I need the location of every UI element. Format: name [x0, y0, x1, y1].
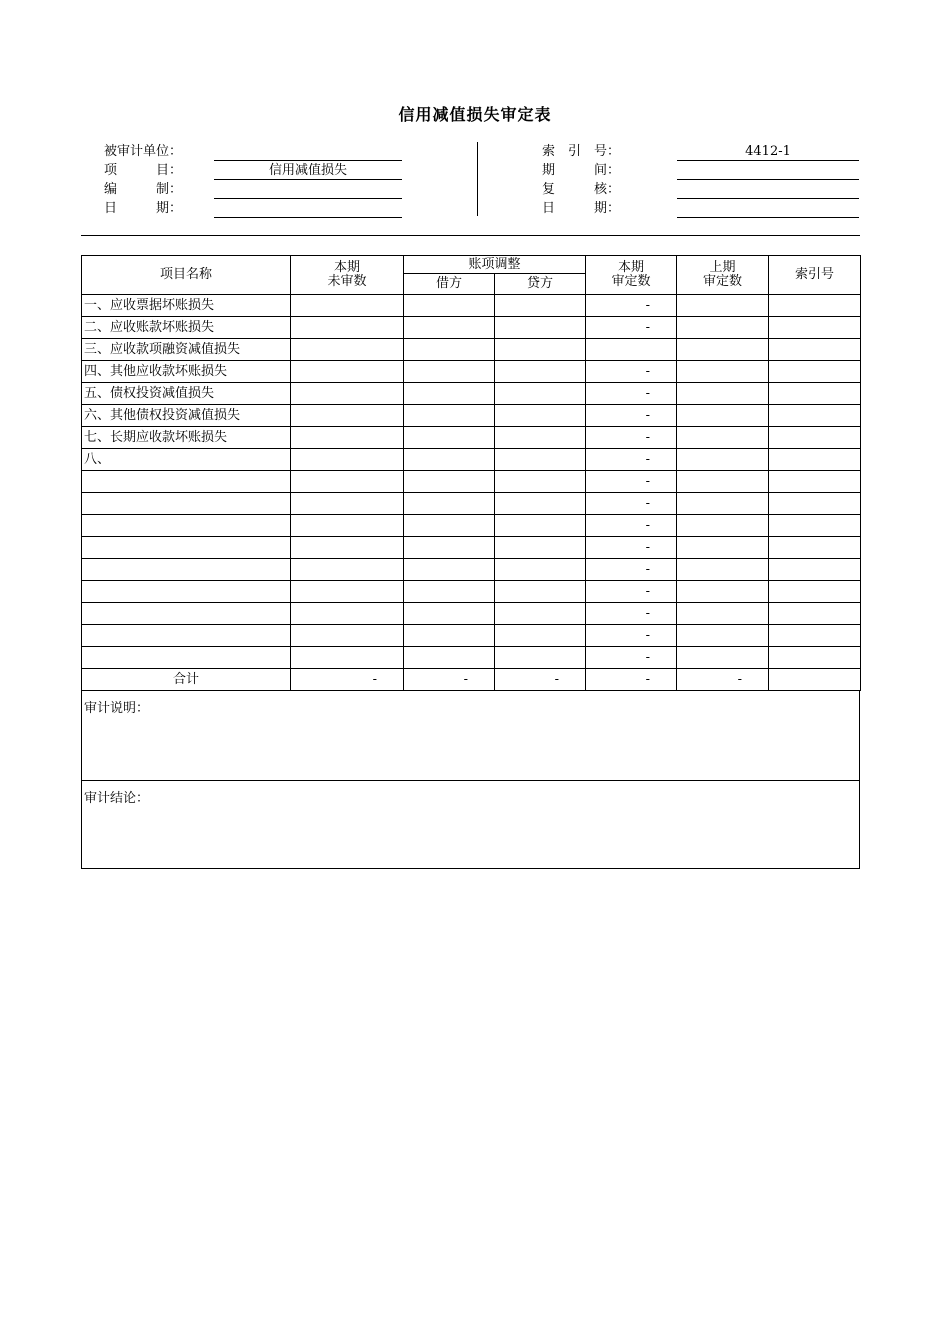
col-header-audited-line2: 审定数 — [611, 274, 651, 289]
item-field[interactable]: 信用减值损失 — [214, 163, 402, 180]
row-debit[interactable] — [404, 471, 495, 493]
total-unaudited[interactable]: - — [291, 669, 404, 691]
total-row — [82, 669, 861, 691]
table-body — [82, 295, 861, 691]
row-unaudited[interactable] — [291, 493, 404, 515]
row-audited[interactable]: - — [586, 603, 677, 625]
row-ref[interactable] — [769, 383, 861, 405]
table-row — [82, 317, 861, 339]
row-prior[interactable] — [677, 647, 769, 669]
row-unaudited[interactable] — [291, 559, 404, 581]
table-row — [82, 383, 861, 405]
row-prior[interactable] — [677, 317, 769, 339]
row-credit[interactable] — [495, 647, 586, 669]
row-name[interactable] — [82, 471, 291, 493]
col-header-adjust: 账项调整 — [404, 256, 586, 274]
row-prior[interactable] — [677, 603, 769, 625]
row-credit[interactable] — [495, 625, 586, 647]
row-credit[interactable] — [495, 317, 586, 339]
row-debit[interactable] — [404, 537, 495, 559]
row-prior[interactable] — [677, 537, 769, 559]
row-audited[interactable]: - — [586, 581, 677, 603]
audit-conclusion-box[interactable] — [81, 780, 860, 869]
audit-note-label: 审计说明： — [84, 701, 150, 716]
index-no-label: 索 引 号： — [542, 144, 621, 159]
header-divider — [477, 142, 478, 216]
row-prior[interactable] — [677, 625, 769, 647]
total-audited[interactable]: - — [586, 669, 677, 691]
row-unaudited[interactable] — [291, 383, 404, 405]
total-prior[interactable]: - — [677, 669, 769, 691]
row-prior[interactable] — [677, 339, 769, 361]
row-credit[interactable] — [495, 515, 586, 537]
col-header-unaudited-line1: 本期 — [333, 260, 360, 275]
period-label: 期 间： — [542, 163, 621, 178]
row-debit[interactable] — [404, 493, 495, 515]
audited-unit-label: 被审计单位： — [104, 144, 183, 159]
row-audited[interactable]: - — [586, 405, 677, 427]
row-prior[interactable] — [677, 383, 769, 405]
row-audited[interactable]: - — [586, 559, 677, 581]
total-debit[interactable]: - — [404, 669, 495, 691]
review-date-label: 日 期： — [542, 201, 621, 216]
table-row — [82, 493, 861, 515]
item-label: 项 目： — [104, 163, 183, 178]
row-ref[interactable] — [769, 449, 861, 471]
row-ref[interactable] — [769, 361, 861, 383]
header-separator — [81, 235, 860, 236]
row-prior[interactable] — [677, 493, 769, 515]
row-audited[interactable]: - — [586, 471, 677, 493]
preparer-field[interactable] — [214, 182, 402, 199]
row-unaudited[interactable] — [291, 339, 404, 361]
table-row — [82, 339, 861, 361]
row-credit[interactable] — [495, 559, 586, 581]
row-ref[interactable] — [769, 295, 861, 317]
row-name[interactable] — [82, 493, 291, 515]
row-credit[interactable] — [495, 537, 586, 559]
col-header-ref: 索引号 — [769, 256, 861, 295]
row-debit[interactable] — [404, 581, 495, 603]
row-prior[interactable] — [677, 427, 769, 449]
row-unaudited[interactable] — [291, 603, 404, 625]
index-no-field[interactable]: 4412-1 — [677, 144, 859, 161]
row-ref[interactable] — [769, 647, 861, 669]
row-prior[interactable] — [677, 295, 769, 317]
reviewer-label: 复 核： — [542, 182, 621, 197]
row-prior[interactable] — [677, 361, 769, 383]
row-name[interactable]: 二、应收账款坏账损失 — [82, 317, 291, 339]
row-ref[interactable] — [769, 581, 861, 603]
row-audited[interactable]: - — [586, 625, 677, 647]
row-ref[interactable] — [769, 559, 861, 581]
col-header-unaudited-line2: 未审数 — [327, 274, 367, 289]
page-title: 信用减值损失审定表 — [398, 105, 552, 124]
table-row — [82, 471, 861, 493]
row-audited[interactable]: - — [586, 361, 677, 383]
row-debit[interactable] — [404, 427, 495, 449]
col-header-audited — [586, 256, 677, 295]
row-audited[interactable]: - — [586, 493, 677, 515]
row-name[interactable] — [82, 515, 291, 537]
row-credit[interactable] — [495, 383, 586, 405]
table-row — [82, 559, 861, 581]
table-row — [82, 405, 861, 427]
table-row — [82, 515, 861, 537]
row-debit[interactable] — [404, 515, 495, 537]
table-row — [82, 295, 861, 317]
row-credit[interactable] — [495, 405, 586, 427]
col-header-prior — [677, 256, 769, 295]
row-prior[interactable] — [677, 559, 769, 581]
table-row — [82, 427, 861, 449]
row-audited[interactable]: - — [586, 449, 677, 471]
row-name[interactable] — [82, 581, 291, 603]
row-unaudited[interactable] — [291, 405, 404, 427]
row-unaudited[interactable] — [291, 647, 404, 669]
total-name: 合计 — [82, 669, 291, 691]
prepare-date-field[interactable] — [214, 201, 402, 218]
row-debit[interactable] — [404, 383, 495, 405]
row-name[interactable] — [82, 647, 291, 669]
row-credit[interactable] — [495, 361, 586, 383]
row-debit[interactable] — [404, 449, 495, 471]
row-name[interactable] — [82, 603, 291, 625]
row-debit[interactable] — [404, 603, 495, 625]
table-row — [82, 581, 861, 603]
row-credit[interactable] — [495, 603, 586, 625]
row-unaudited[interactable] — [291, 581, 404, 603]
row-credit[interactable] — [495, 581, 586, 603]
row-name[interactable]: 五、债权投资减值损失 — [82, 383, 291, 405]
period-field[interactable] — [677, 163, 859, 180]
row-audited[interactable]: - — [586, 317, 677, 339]
row-unaudited[interactable] — [291, 625, 404, 647]
audited-unit-field[interactable] — [214, 144, 402, 161]
col-header-unaudited — [291, 256, 404, 295]
col-header-debit: 借方 — [404, 274, 495, 295]
col-header-prior-line2: 审定数 — [703, 274, 743, 289]
row-credit[interactable] — [495, 339, 586, 361]
prepare-date-label: 日 期： — [104, 201, 183, 216]
total-credit[interactable]: - — [495, 669, 586, 691]
row-unaudited[interactable] — [291, 361, 404, 383]
row-audited[interactable]: - — [586, 295, 677, 317]
audit-conclusion-label: 审计结论： — [84, 791, 150, 806]
row-ref[interactable] — [769, 537, 861, 559]
row-prior[interactable] — [677, 471, 769, 493]
col-header-credit: 贷方 — [495, 274, 586, 295]
col-header-prior-line1: 上期 — [709, 260, 736, 275]
row-ref[interactable] — [769, 317, 861, 339]
row-ref[interactable] — [769, 515, 861, 537]
table-row — [82, 537, 861, 559]
row-unaudited[interactable] — [291, 471, 404, 493]
row-name[interactable]: 四、其他应收款坏账损失 — [82, 361, 291, 383]
audit-note-box[interactable] — [81, 691, 860, 781]
row-name[interactable]: 六、其他债权投资减值损失 — [82, 405, 291, 427]
row-name[interactable]: 三、应收款项融资减值损失 — [82, 339, 291, 361]
row-name[interactable]: 七、长期应收款坏账损失 — [82, 427, 291, 449]
row-credit[interactable] — [495, 493, 586, 515]
row-debit[interactable] — [404, 559, 495, 581]
row-name[interactable] — [82, 625, 291, 647]
row-prior[interactable] — [677, 405, 769, 427]
audit-table — [81, 255, 861, 691]
row-unaudited[interactable] — [291, 427, 404, 449]
row-name[interactable]: 八、 — [82, 449, 291, 471]
col-header-name: 项目名称 — [82, 256, 291, 295]
row-prior[interactable] — [677, 449, 769, 471]
row-debit[interactable] — [404, 647, 495, 669]
preparer-label: 编 制： — [104, 182, 183, 197]
row-ref[interactable] — [769, 625, 861, 647]
row-audited[interactable]: - — [586, 647, 677, 669]
row-audited[interactable]: - — [586, 537, 677, 559]
row-unaudited[interactable] — [291, 515, 404, 537]
row-debit[interactable] — [404, 361, 495, 383]
row-audited[interactable]: - — [586, 515, 677, 537]
row-ref[interactable] — [769, 405, 861, 427]
row-audited[interactable]: - — [586, 427, 677, 449]
row-unaudited[interactable] — [291, 449, 404, 471]
row-ref[interactable] — [769, 339, 861, 361]
col-header-audited-line1: 本期 — [618, 260, 645, 275]
table-row — [82, 625, 861, 647]
row-credit[interactable] — [495, 295, 586, 317]
row-ref[interactable] — [769, 471, 861, 493]
row-credit[interactable] — [495, 471, 586, 493]
row-ref[interactable] — [769, 493, 861, 515]
row-name[interactable] — [82, 537, 291, 559]
total-ref[interactable] — [769, 669, 861, 691]
row-debit[interactable] — [404, 625, 495, 647]
reviewer-field[interactable] — [677, 182, 859, 199]
table-row — [82, 361, 861, 383]
row-ref[interactable] — [769, 427, 861, 449]
review-date-field[interactable] — [677, 201, 859, 218]
row-audited[interactable]: - — [586, 383, 677, 405]
row-audited[interactable] — [586, 339, 677, 361]
row-debit[interactable] — [404, 339, 495, 361]
row-debit[interactable] — [404, 317, 495, 339]
row-debit[interactable] — [404, 405, 495, 427]
table-row — [82, 603, 861, 625]
table-row — [82, 647, 861, 669]
row-unaudited[interactable] — [291, 317, 404, 339]
row-unaudited[interactable] — [291, 537, 404, 559]
row-name[interactable] — [82, 559, 291, 581]
row-prior[interactable] — [677, 515, 769, 537]
row-unaudited[interactable] — [291, 295, 404, 317]
row-ref[interactable] — [769, 603, 861, 625]
table-row — [82, 449, 861, 471]
row-credit[interactable] — [495, 427, 586, 449]
row-credit[interactable] — [495, 449, 586, 471]
row-name[interactable]: 一、应收票据坏账损失 — [82, 295, 291, 317]
row-prior[interactable] — [677, 581, 769, 603]
row-debit[interactable] — [404, 295, 495, 317]
